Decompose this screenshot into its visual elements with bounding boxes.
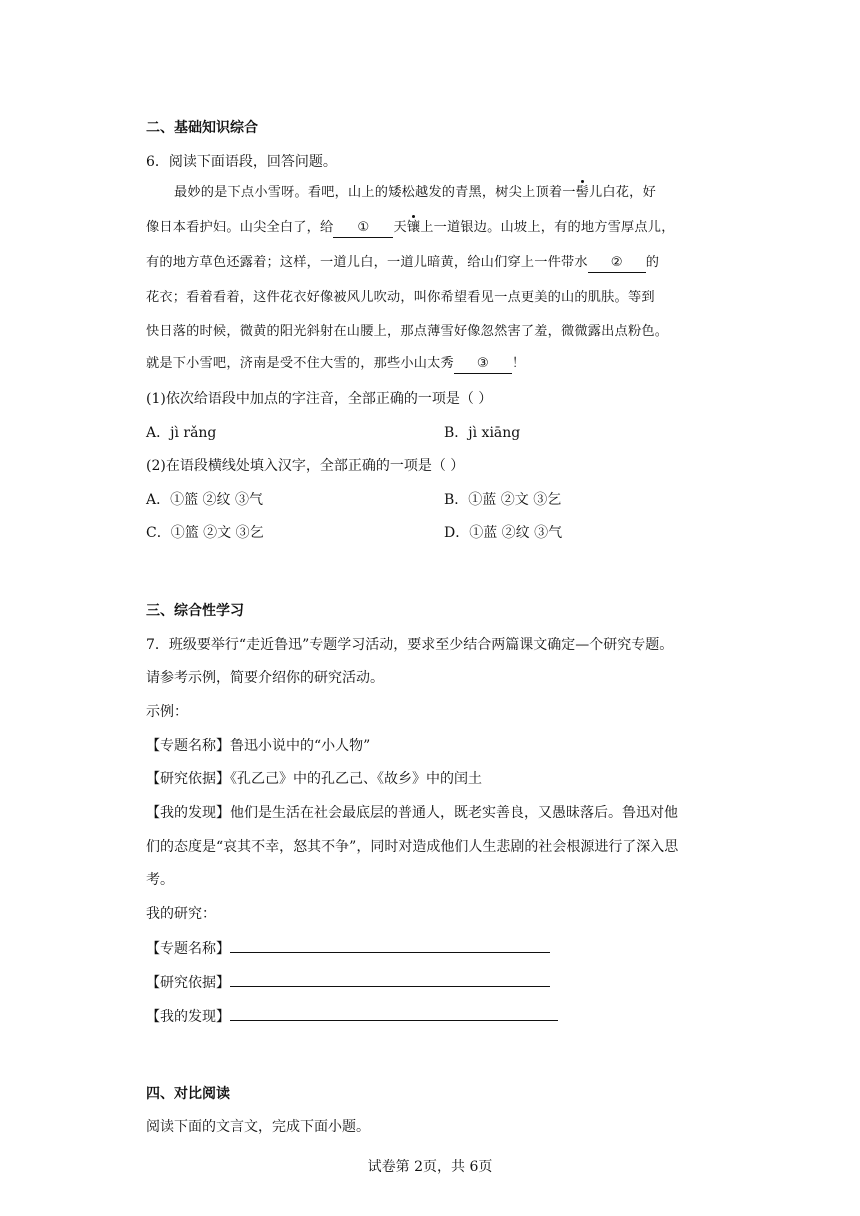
example-basis: 【研究依据】《孔乙己》中的孔乙己、《故乡》中的闰土 — [146, 771, 482, 787]
question-7-stem-line-2: 请参考示例，简要介绍你的研究活动。 — [146, 670, 384, 686]
my-topic-answer-line[interactable] — [230, 938, 550, 953]
fill-blank-1[interactable]: ① — [333, 219, 393, 238]
passage-text: 的 — [645, 255, 660, 270]
example-finding-line-3: 考。 — [146, 872, 174, 888]
dotted-character: 镶 — [407, 218, 420, 238]
option-2-a[interactable]: A．①篮 ②纹 ③气 — [146, 492, 264, 508]
subquestion-1-stem: (1)依次给语段中加点的字注音，全部正确的一项是（ ） — [146, 391, 493, 407]
example-topic: 【专题名称】鲁迅小说中的“小人物” — [146, 738, 371, 754]
passage-text: 像日本看护妇。山尖全白了，给 — [146, 220, 334, 235]
question-6-stem: 6．阅读下面语段，回答问题。 — [146, 154, 337, 170]
passage-line-2 — [146, 218, 675, 238]
my-finding-answer-line[interactable] — [230, 1006, 558, 1021]
passage-line-5: 快日落的时候，微黄的阳光斜射在山腰上，那点薄雪好像忽然害了羞，微微露出点粉色。 — [146, 324, 669, 339]
option-2-c[interactable]: C．①篮 ②文 ③乞 — [146, 525, 264, 541]
my-basis-answer-line[interactable] — [230, 972, 550, 987]
option-2-d[interactable]: D．①蓝 ②纹 ③气 — [444, 525, 563, 541]
subquestion-2-stem: (2)在语段横线处填入汉字，全部正确的一项是（ ） — [146, 458, 465, 474]
passage-line-4: 花衣；看着看着，这件花衣好像被风儿吹动，叫你希望看见一点更美的山的肌肤。等到 — [146, 290, 655, 305]
fill-blank-2[interactable]: ② — [588, 254, 646, 273]
section-heading-comparative-reading: 四、对比阅读 — [146, 1086, 230, 1102]
passage-text: 天 — [393, 220, 407, 235]
section-heading-basic-knowledge: 二、基础知识综合 — [146, 120, 258, 136]
my-finding-row — [146, 1006, 558, 1027]
my-topic-row — [146, 938, 550, 959]
page-footer: 试卷第 2页，共 6页 — [367, 1159, 493, 1175]
passage-line-6 — [146, 354, 525, 374]
my-topic-label: 【专题名称】 — [146, 941, 230, 957]
my-finding-label: 【我的发现】 — [146, 1009, 230, 1025]
my-basis-row — [146, 972, 550, 993]
question-7-stem-line-1: 7．班级要举行“走近鲁迅”专题学习活动，要求至少结合两篇课文确定—个研究专题。 — [146, 637, 674, 653]
passage-text: 有的地方草色还露着；这样，一道儿白，一道儿暗黄，给山们穿上一件带水 — [146, 255, 588, 270]
passage-line-3 — [146, 253, 659, 273]
example-finding-line-1: 【我的发现】他们是生活在社会最底层的普通人，既老实善良，又愚昧落后。鲁迅对他 — [146, 805, 678, 821]
passage-text: 就是下小雪吧，济南是受不住大雪的，那些小山太秀 — [146, 356, 454, 371]
example-label: 示例： — [146, 704, 188, 720]
example-finding-line-2: 们的态度是“哀其不幸，怒其不争”，同时对造成他们人生悲剧的社会根源进行了深入思 — [146, 839, 679, 855]
passage-text: 最妙的是下点小雪呀。看吧，山上的矮松越发的青黑，树尖上顶着一 — [174, 185, 576, 200]
option-1-a[interactable]: A．jì rǎng — [146, 425, 217, 441]
passage-text: 儿白花，好 — [589, 185, 656, 200]
option-2-b[interactable]: B．①蓝 ②文 ③乞 — [444, 492, 562, 508]
passage-text: 上一道银边。山坡上，有的地方雪厚点儿， — [420, 220, 675, 235]
passage-line-1 — [174, 183, 656, 203]
my-research-label: 我的研究： — [146, 906, 216, 922]
passage-text: ！ — [511, 356, 526, 371]
section-4-intro: 阅读下面的文言文，完成下面小题。 — [146, 1119, 370, 1135]
my-basis-label: 【研究依据】 — [146, 975, 230, 991]
dotted-character: 髻 — [576, 183, 589, 203]
option-1-b[interactable]: B．jì xiāng — [444, 425, 521, 441]
section-heading-comprehensive-learning: 三、综合性学习 — [146, 603, 244, 619]
fill-blank-3[interactable]: ③ — [454, 355, 512, 374]
